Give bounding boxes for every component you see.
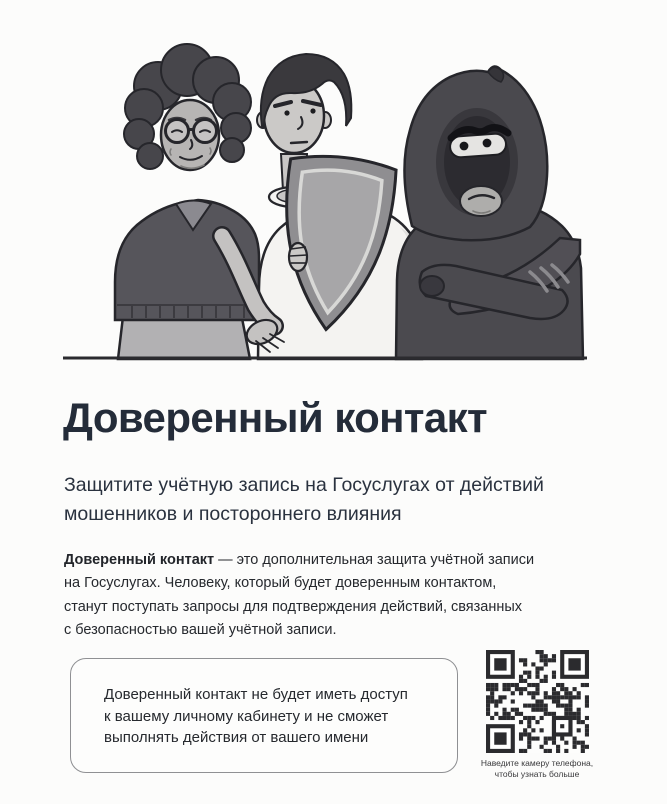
description-paragraph (64, 549, 534, 642)
grandmother-figure (115, 44, 259, 359)
qr-code (486, 650, 589, 753)
note-box-line: Доверенный контакт не будет иметь доступ (104, 686, 408, 703)
description-line: станут поступать запросы для подтверждения действий, связанных (64, 598, 523, 615)
qr-block (462, 650, 612, 779)
description-bold-term: Доверенный контакт (64, 552, 215, 568)
scammer-mouth-slot (460, 186, 502, 216)
description-line-rest: — это дополнительная защита учётной записи (214, 552, 535, 568)
man-hand-on-shield (289, 243, 307, 271)
qr-caption-line: Наведите камеру телефона, (480, 758, 594, 768)
subtitle (64, 471, 544, 529)
description-line (64, 549, 534, 572)
scammer-figure (396, 66, 583, 359)
qr-caption (462, 758, 612, 779)
subtitle-line: мошенников и постороннего влияния (64, 503, 402, 525)
page-title: Доверенный контакт (63, 394, 488, 441)
illustration-protect-scene (60, 14, 590, 362)
note-box (70, 658, 458, 773)
scammer-eye-slot (449, 133, 506, 158)
subtitle-line: Защитите учётную запись на Госуслугах от действий (64, 474, 544, 496)
description-line: на Госуслугах. Человеку, который будет доверенным контактом, (64, 575, 497, 592)
qr-caption-line: чтобы узнать больше (494, 768, 580, 779)
note-box-line: к вашему личному кабинету и не сможет (104, 707, 389, 725)
note-box-line: выполнять действия от вашего имени (104, 729, 369, 747)
description-line: с безопасностью вашей учётной записи. (64, 621, 337, 638)
